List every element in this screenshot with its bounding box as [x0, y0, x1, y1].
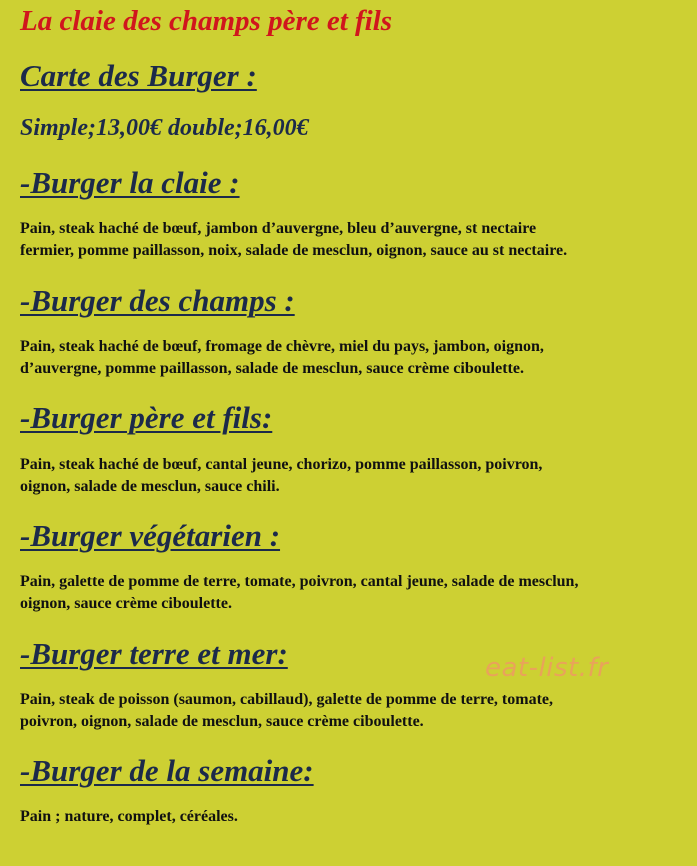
burger-title-vegetarien: -Burger végétarien : — [20, 518, 281, 553]
burger-title-des-champs: -Burger des champs : — [20, 283, 295, 318]
description-line: Pain ; nature, complet, céréales. — [20, 808, 238, 825]
description-line: Pain, steak haché de bœuf, fromage de chèvre, miel du pays, jambon, oignon, — [20, 338, 544, 355]
burger-title-terre-et-mer: -Burger terre et mer: — [20, 636, 288, 671]
description-line: Pain, galette de pomme de terre, tomate, poivron, cantal jeune, salade de mesclun, — [20, 573, 579, 590]
burger-title-la-claie: -Burger la claie : — [20, 165, 240, 200]
burger-description-des-champs — [20, 336, 690, 380]
description-line: fermier, pomme paillasson, noix, salade de mesclun, oignon, sauce au st nectaire. — [20, 242, 568, 259]
description-line: Pain, steak haché de bœuf, jambon d’auvergne, bleu d’auvergne, st nectaire — [20, 220, 537, 237]
menu-title: Carte des Burger : — [20, 58, 257, 93]
burger-description-terre-et-mer — [20, 689, 690, 733]
burger-description-pere-et-fils — [20, 454, 690, 498]
burger-description-de-la-semaine — [20, 806, 690, 828]
description-line: poivron, oignon, salade de mesclun, sauce crème ciboulette. — [20, 713, 424, 730]
watermark-text: eat-list.fr — [485, 653, 609, 683]
restaurant-name: La claie des champs père et fils — [20, 5, 393, 37]
burger-prices: Simple;13,00€ double;16,00€ — [20, 115, 309, 141]
burger-description-la-claie — [20, 218, 690, 262]
burger-description-vegetarien — [20, 571, 690, 615]
description-line: d’auvergne, pomme paillasson, salade de mesclun, sauce crème ciboulette. — [20, 360, 524, 377]
description-line: Pain, steak haché de bœuf, cantal jeune, chorizo, pomme paillasson, poivron, — [20, 456, 543, 473]
description-line: oignon, salade de mesclun, sauce chili. — [20, 478, 280, 495]
description-line: Pain, steak de poisson (saumon, cabillaud), galette de pomme de terre, tomate, — [20, 691, 553, 708]
burger-title-pere-et-fils: -Burger père et fils: — [20, 400, 273, 435]
description-line: oignon, sauce crème ciboulette. — [20, 595, 232, 612]
burger-title-de-la-semaine: -Burger de la semaine: — [20, 753, 314, 788]
